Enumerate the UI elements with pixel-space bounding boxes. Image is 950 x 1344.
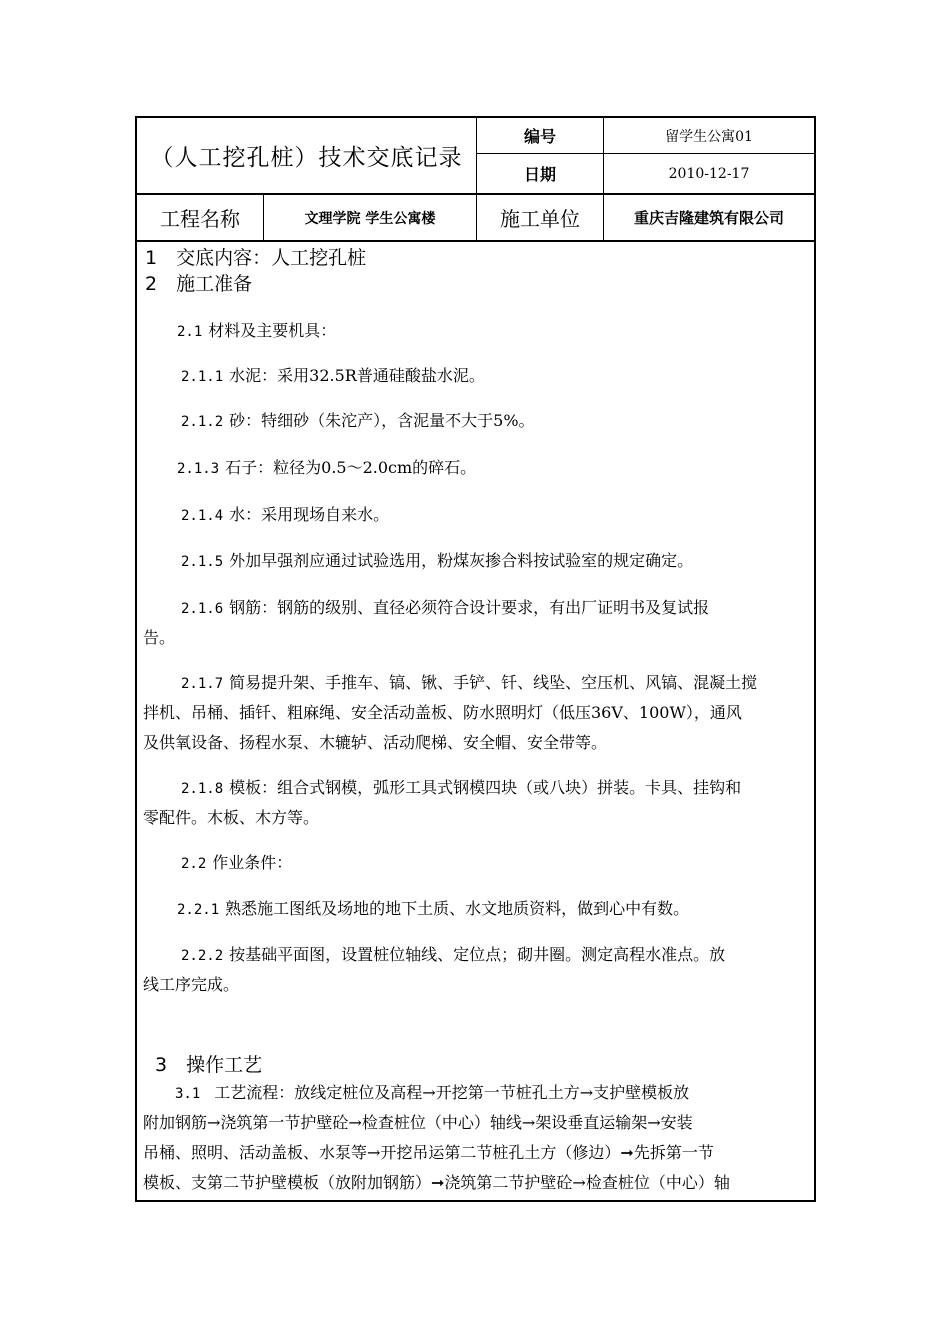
para-text: 作业条件： (212, 853, 293, 872)
divider (136, 240, 815, 242)
para-2-1-6-cont: 告。 (143, 628, 176, 647)
project-value: 文理学院 学生公寓楼 (304, 210, 436, 227)
para-2-1-5 (181, 546, 693, 577)
section-number: 3.1 (175, 1086, 201, 1102)
para-text: 外加早强剂应通过试验选用，粉煤灰掺合料按试验室的规定确定。 (229, 551, 694, 570)
section-number: 2.2.2 (181, 948, 224, 964)
para-text: 水：采用现场自来水。 (229, 505, 390, 524)
para-text: 模板：组合式钢模，弧形工具式钢模四块（或八块）拼装。卡具、挂钩和 (229, 778, 742, 797)
para-3-1-cont: 吊桶、照明、活动盖板、水泵等→开挖吊运第二节桩孔土方（修边）➞先拆第一节 (143, 1143, 714, 1162)
para-2-1-3 (177, 453, 476, 484)
para-2-1-2 (181, 406, 535, 437)
para-text: 砂：特细砂（朱沱产），含泥量不大于5%。 (229, 411, 535, 430)
para-2-1-1 (181, 361, 485, 392)
para-2-2 (181, 848, 292, 879)
number-label: 编号 (523, 127, 556, 146)
para-2-2-2 (181, 940, 725, 971)
section-number: 2.1.2 (181, 414, 224, 430)
section-number: 2.1.3 (177, 461, 220, 477)
para-2-1-7-cont: 及供氧设备、扬程水泵、木辘轳、活动爬梯、安全帽、安全带等。 (143, 733, 608, 752)
para-2-1-7-cont: 拌机、吊桶、插钎、粗麻绳、安全活动盖板、防水照明灯（低压36V、100W），通风 (143, 703, 742, 722)
section-number: 2.1.5 (181, 554, 224, 570)
unit-value: 重庆吉隆建筑有限公司 (633, 209, 784, 227)
para-text: 熟悉施工图纸及场地的地下土质、水文地质资料，做到心中有数。 (225, 899, 690, 918)
section-number: 2.1.1 (181, 369, 224, 385)
unit-label: 施工单位 (500, 207, 580, 231)
para-2-1-8-cont: 零配件。木板、木方等。 (143, 808, 320, 827)
para-2-2-1 (177, 894, 689, 925)
para-2-1-8 (181, 773, 741, 804)
section-number: 2.1.7 (181, 676, 224, 692)
section-number: 2.1.8 (181, 781, 224, 797)
para-text: 石子：粒径为0.5～2.0cm的碎石。 (225, 458, 477, 477)
para-2-1 (177, 316, 336, 347)
heading-1: 1 交底内容：人工挖孔桩 (145, 247, 367, 269)
section-number: 2.1 (177, 324, 203, 340)
date-label: 日期 (523, 165, 556, 184)
para-2-1-4 (181, 500, 389, 531)
section-number: 2.2.1 (177, 902, 220, 918)
date-value: 2010-12-17 (668, 165, 750, 182)
number-value: 留学生公寓01 (665, 128, 753, 145)
heading-3: 3 操作工艺 (155, 1054, 263, 1076)
para-3-1-cont: 附加钢筋→浇筑第一节护壁砼→检查桩位（中心）轴线→架设垂直运输架→安装 (143, 1113, 693, 1132)
section-number: 2.2 (181, 856, 207, 872)
para-text: 水泥：采用32.5R普通硅酸盐水泥。 (229, 366, 485, 385)
para-3-1 (175, 1078, 689, 1109)
para-text: 简易提升架、手推车、镐、锹、手铲、钎、线坠、空压机、风镐、混凝土搅 (229, 673, 758, 692)
section-number: 2.1.4 (181, 508, 224, 524)
section-number: 2.1.6 (181, 601, 224, 617)
para-text: 工艺流程：放线定桩位及高程→开挖第一节桩孔土方→支护壁模板放 (214, 1083, 690, 1102)
para-2-1-7 (181, 668, 757, 699)
document-title: （人工挖孔桩）技术交底记录 (150, 145, 463, 171)
para-text: 材料及主要机具： (208, 321, 337, 340)
para-2-2-2-cont: 线工序完成。 (143, 975, 240, 994)
para-text: 按基础平面图，设置桩位轴线、定位点；砌井圈。测定高程水准点。放 (229, 945, 726, 964)
para-3-1-cont: 模板、支第二节护壁模板（放附加钢筋）➞浇筑第二节护壁砼→检查桩位（中心）轴 (143, 1173, 730, 1192)
para-2-1-6 (181, 593, 709, 624)
project-label: 工程名称 (160, 207, 240, 231)
para-text: 钢筋：钢筋的级别、直径必须符合设计要求，有出厂证明书及复试报 (229, 598, 710, 617)
heading-2: 2 施工准备 (145, 273, 253, 295)
